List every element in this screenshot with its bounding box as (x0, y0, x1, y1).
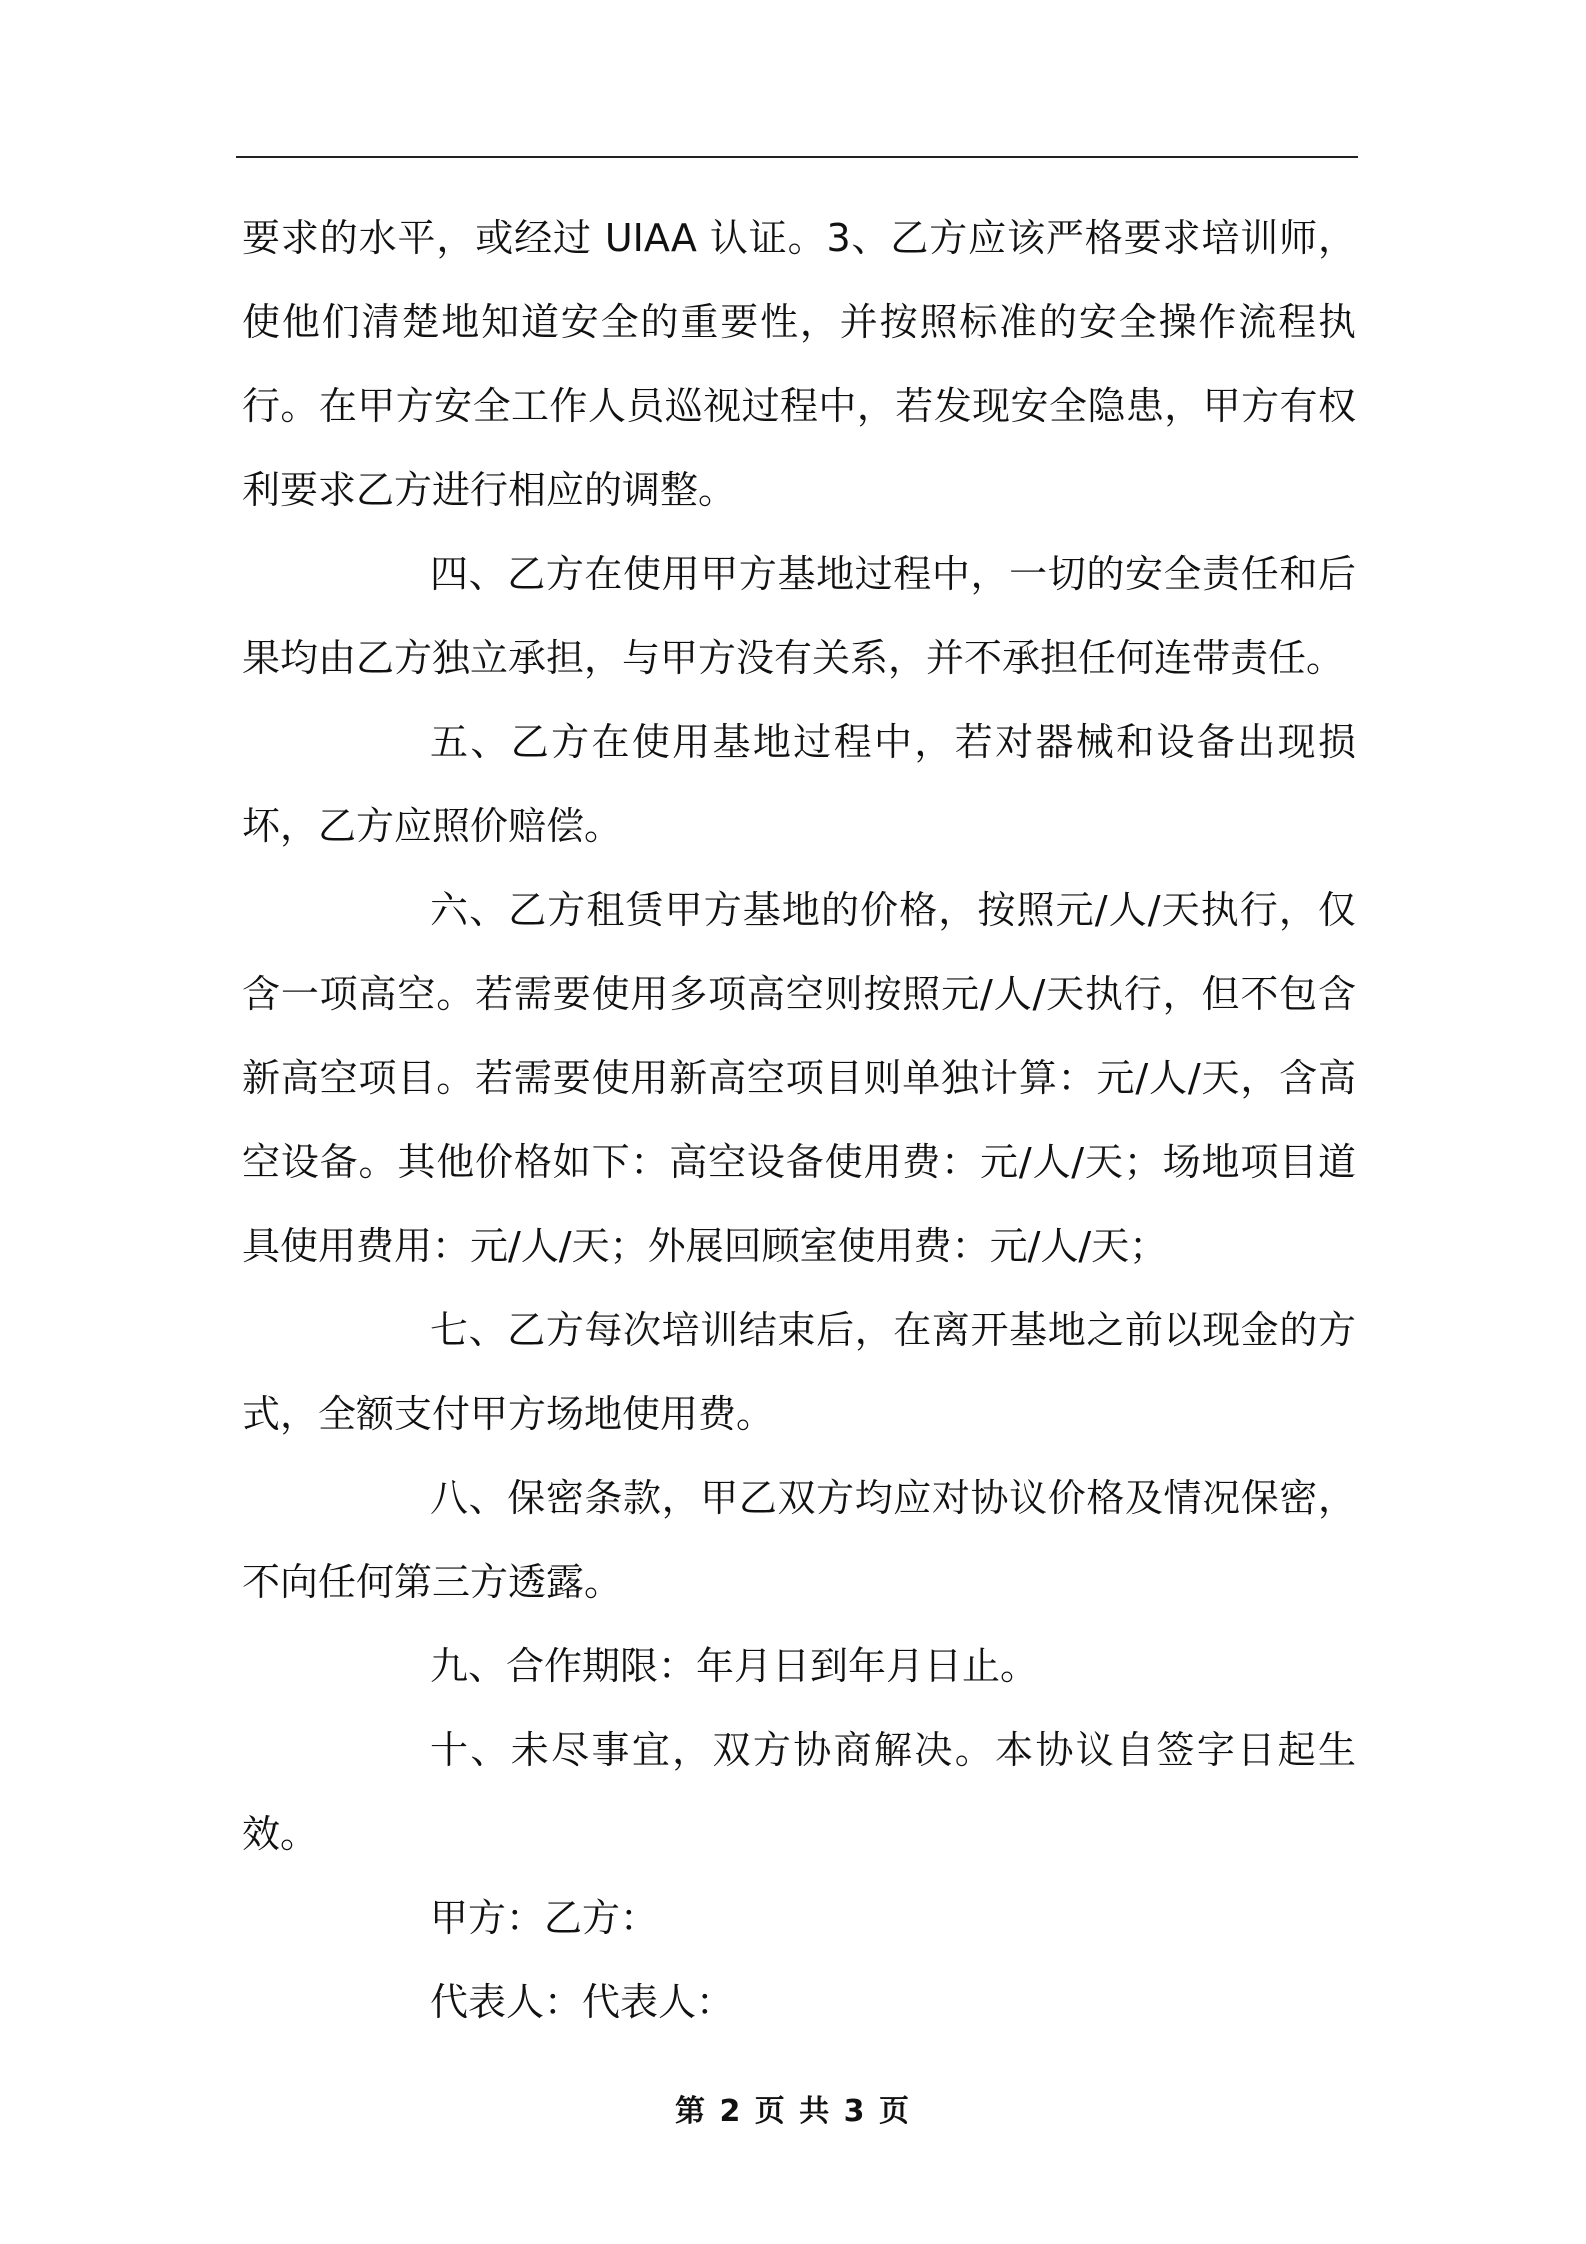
paragraph-clause-5: 五、乙方在使用基地过程中，若对器械和设备出现损坏，乙方应照价赔偿。 (242, 720, 1356, 848)
paragraph-clause-6: 六、乙方租赁甲方基地的价格，按照元/人/天执行，仅含一项高空。若需要使用多项高空则按照元/人/天执行，但不包含新高空项目。若需要使用新高空项目则单独计算：元/人/天，含高空设备。其他价格如下：高空设备使用费：元/人/天；场地项目道具使用费用：元/人/天；外展回顾室使用费：元/人/天； (242, 888, 1356, 1268)
page-number-footer: 第 2 页 共 3 页 (675, 2094, 911, 2129)
paragraph-continuation: 要求的水平，或经过 UIAA 认证。3、乙方应该严格要求培训师，使他们清楚地知道安全的重要性，并按照标准的安全操作流程执行。在甲方安全工作人员巡视过程中，若发现安全隐患，甲方有权利要求乙方进行相应的调整。 (242, 216, 1356, 512)
document-body (242, 196, 1356, 2044)
signature-parties-line: 甲方：乙方： (430, 1896, 659, 1940)
paragraph-clause-9: 九、合作期限：年月日到年月日止。 (430, 1644, 1039, 1688)
header-rule (236, 156, 1358, 158)
paragraph-clause-8: 八、保密条款，甲乙双方均应对协议价格及情况保密，不向任何第三方透露。 (242, 1476, 1356, 1604)
paragraph-clause-7: 七、乙方每次培训结束后，在离开基地之前以现金的方式，全额支付甲方场地使用费。 (242, 1308, 1356, 1436)
signature-representatives-line: 代表人：代表人： (430, 1980, 735, 2024)
paragraph-clause-10: 十、未尽事宜，双方协商解决。本协议自签字日起生效。 (242, 1728, 1356, 1856)
paragraph-clause-4: 四、乙方在使用甲方基地过程中，一切的安全责任和后果均由乙方独立承担，与甲方没有关系，并不承担任何连带责任。 (242, 552, 1356, 680)
